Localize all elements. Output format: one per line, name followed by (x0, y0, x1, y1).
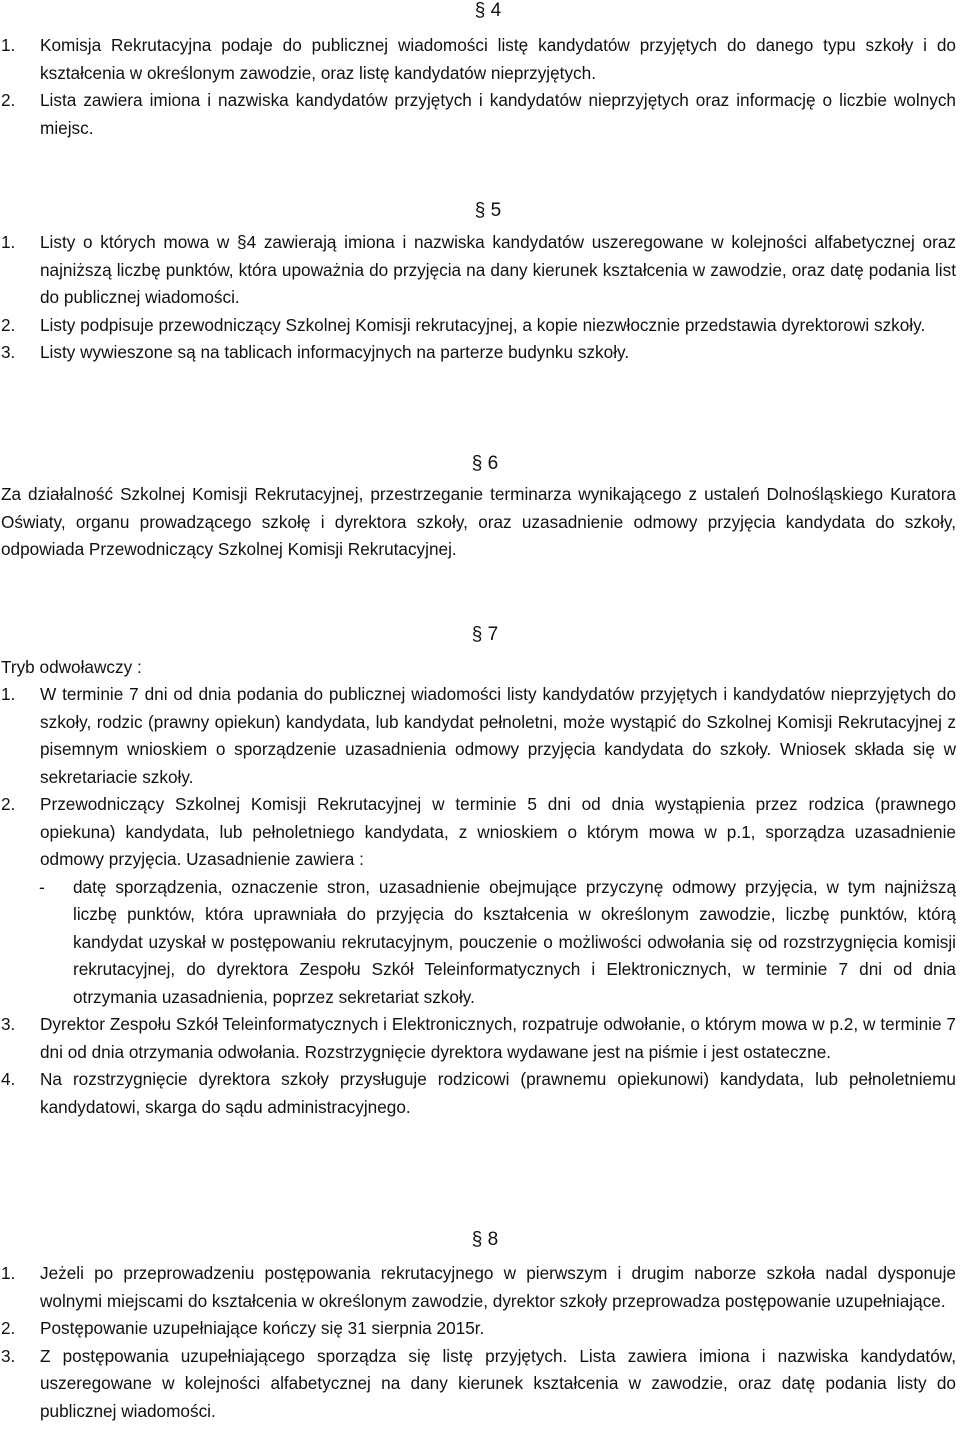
item-text: Jeżeli po przeprowadzeniu postępowania rekrutacyjnego w pierwszym i drugim naborze szkoła nadal dysponuje wolnymi miejscami do kształcenia w określonym zawodzie, dyrektor szkoły przeprowadza postępowanie uzupełniające. (40, 1263, 956, 1311)
section-4-heading: § 4 (474, 0, 502, 21)
list-item (0, 339, 956, 367)
section-6-paragraph: Za działalność Szkolnej Komisji Rekrutacyjnej, przestrzeganie terminarza wynikającego z ustaleń Dolnośląskiego Kuratora Oświaty, organu prowadzącego szkołę i dyrektora szkoły, oraz uzasadnienie odmowy przyjęcia kandydata do szkoły, odpowiada Przewodniczący Szkolnej Komisji Rekrutacyjnej. (1, 484, 956, 559)
item-text: Lista zawiera imiona i nazwiska kandydatów przyjętych i kandydatów nieprzyjętych oraz informację o liczbie wolnych miejsc. (40, 90, 956, 138)
item-text: Listy wywieszone są na tablicach informacyjnych na parterze budynku szkoły. (40, 342, 630, 362)
item-text: Na rozstrzygnięcie dyrektora szkoły przysługuje rodzicowi (prawnemu opiekunowi) kandydata, lub pełnoletniemu kandydatowi, skarga do sądu administracyjnego. (40, 1069, 956, 1117)
dash-item-text: datę sporządzenia, oznaczenie stron, uzasadnienie obejmujące przyczynę odmowy przyjęcia, w tym najniższą liczbę punktów, która uprawniała do przyjęcia do kształcenia w określonym zawodzie, liczbę punktów, którą kandydat uzyskał w postępowaniu rekrutacyjnym, pouczenie o możliwości odwołania się od rozstrzygnięcia komisji rekrutacyjnej, do dyrektora Zespołu Szkół Teleinformatycznych i Elektronicznych, w terminie 7 dni od dnia otrzymania uzasadnienia, poprzez sekretariat szkoły. (73, 876, 956, 1007)
dash-list-item (39, 874, 956, 1012)
section-7-heading: § 7 (471, 624, 499, 645)
list-item (0, 1011, 956, 1066)
item-number: 2. (1, 1318, 16, 1338)
list-item (0, 229, 956, 312)
list-item (0, 681, 956, 791)
item-number: 3. (1, 1014, 16, 1034)
list-item (0, 87, 956, 142)
list-item (0, 1066, 956, 1121)
item-text: Komisja Rekrutacyjna podaje do publicznej wiadomości listę kandydatów przyjętych do danego typu szkoły i do kształcenia w określonym zawodzie, oraz listę kandydatów nieprzyjętych. (40, 35, 956, 83)
list-item (0, 312, 956, 340)
item-text: Listy o których mowa w §4 zawierają imiona i nazwiska kandydatów uszeregowane w kolejności alfabetycznej oraz najniższą liczbę punktów, która upoważnia do przyjęcia na dany kierunek kształcenia w zawodzie, oraz datę podania list do publicznej wiadomości. (40, 232, 956, 307)
section-7-list (0, 681, 956, 1121)
item-number: 2. (1, 90, 16, 110)
dash-mark: - (39, 876, 45, 897)
item-text: Z postępowania uzupełniającego sporządza się listę przyjętych. Lista zawiera imiona i nazwiska kandydatów, uszeregowane w kolejności alfabetycznej na dany kierunek kształcenia w zawodzie, oraz datę podania listy do publicznej wiadomości. (40, 1345, 956, 1421)
section-8-heading: § 8 (471, 1229, 499, 1250)
item-text: Przewodniczący Szkolnej Komisji Rekrutacyjnej w terminie 5 dni od dnia wystąpienia przez rodzica (prawnego opiekuna) kandydata, lub pełnoletniego kandydata, z wnioskiem o którym mowa w p.1, sporządza uzasadnienie odmowy przyjęcia. Uzasadnienie zawiera : (40, 794, 956, 869)
item-number: 1. (1, 1263, 16, 1283)
item-number: 3. (1, 1345, 16, 1366)
section-7-intro: Tryb odwoławczy : (1, 657, 142, 677)
section-5-heading: § 5 (474, 200, 502, 221)
section-8-list (0, 1260, 956, 1425)
list-item (0, 1260, 956, 1315)
item-text: Listy podpisuje przewodniczący Szkolnej Komisji rekrutacyjnej, a kopie niezwłocznie przedstawia dyrektorowi szkoły. (40, 314, 926, 335)
list-item (0, 1343, 956, 1426)
item-number: 1. (1, 684, 16, 704)
section-5-list (0, 229, 956, 367)
item-number: 4. (1, 1069, 16, 1089)
list-item (0, 791, 956, 874)
item-text: W terminie 7 dni od dnia podania do publicznej wiadomości listy kandydatów przyjętych i kandydatów nieprzyjętych do szkoły, rodzic (prawny opiekun) kandydata, lub kandydat pełnoletni, może wystąpić do Szkolnej Komisji Rekrutacyjnej z pisemnym wnioskiem o sporządzenie uzasadnienia odmowy przyjęcia kandydata do szkoły. Wniosek składa się w sekretariacie szkoły. (40, 684, 956, 787)
section-6-heading: § 6 (471, 453, 499, 474)
item-number: 1. (1, 232, 16, 252)
item-number: 2. (1, 794, 16, 814)
item-text: Postępowanie uzupełniające kończy się 31 sierpnia 2015r. (40, 1318, 485, 1338)
section-4-list (0, 32, 956, 142)
item-text: Dyrektor Zespołu Szkół Teleinformatycznych i Elektronicznych, rozpatruje odwołanie, o którym mowa w p.2, w terminie 7 dni od dnia otrzymania odwołania. Rozstrzygnięcie dyrektora wydawane jest na piśmie i jest ostateczne. (40, 1014, 956, 1062)
item-number: 3. (1, 342, 16, 362)
item-number: 1. (1, 35, 16, 55)
item-number: 2. (1, 314, 16, 335)
list-item (0, 32, 956, 87)
list-item (0, 1315, 956, 1343)
